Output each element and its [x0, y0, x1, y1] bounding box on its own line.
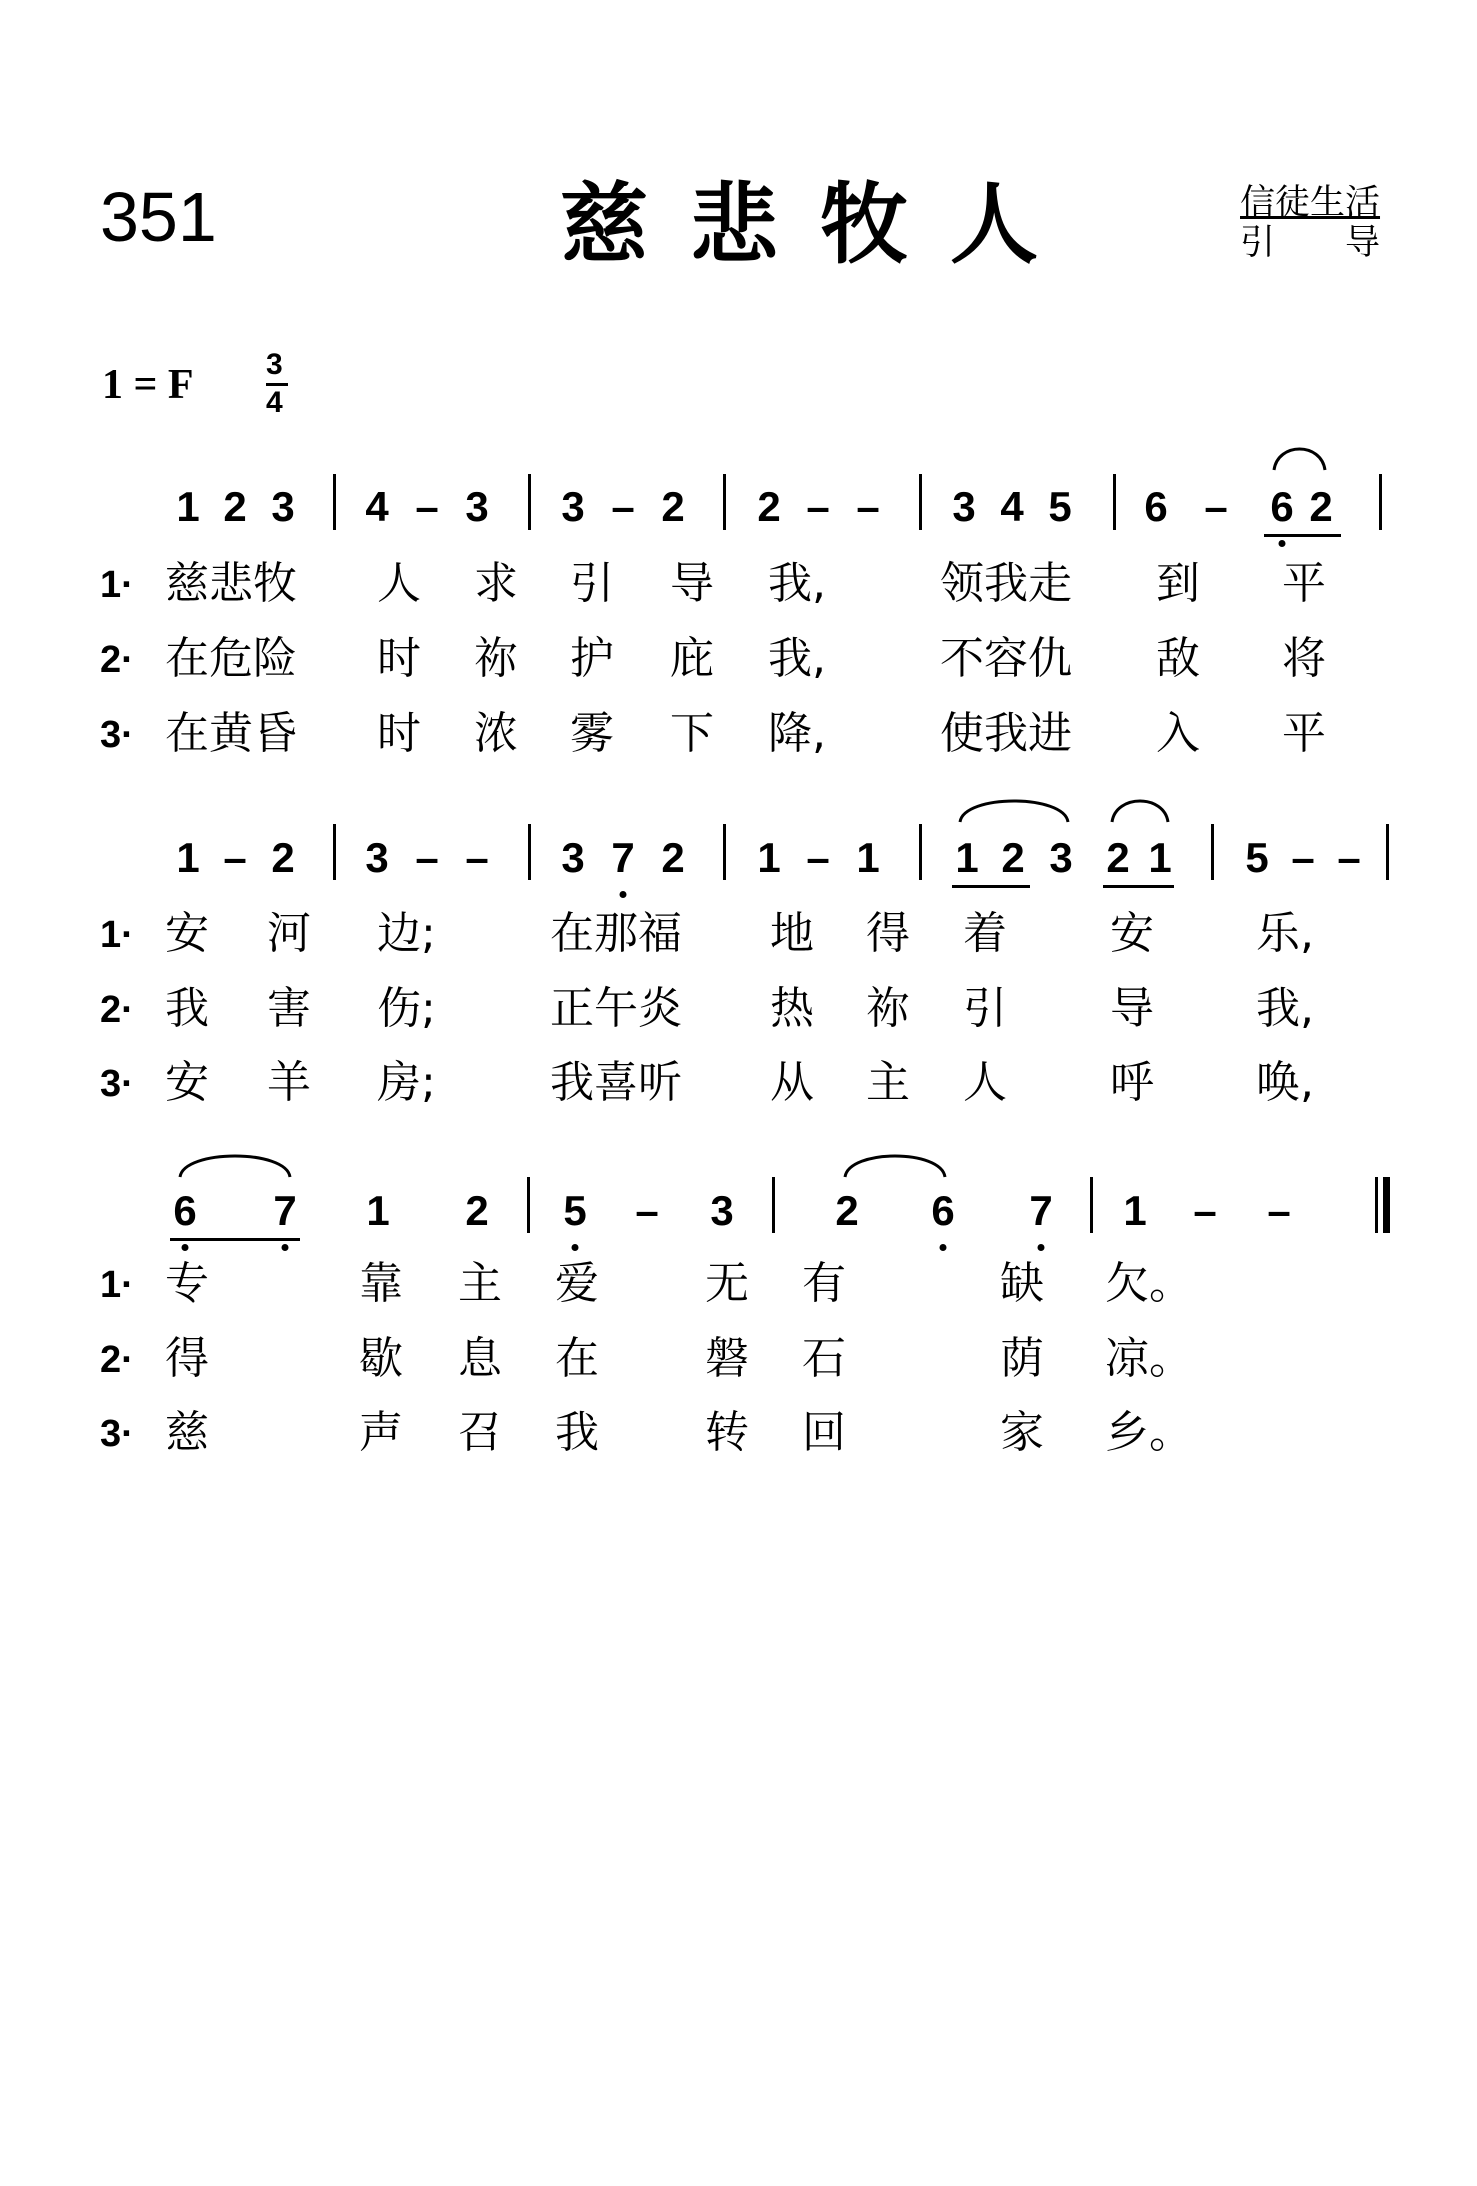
note-s2-17: 1 [1148, 834, 1172, 881]
lyric-s2-v2-2: 害 [267, 983, 311, 1034]
lyric-s2-v3-8: 呼 [1110, 1057, 1154, 1108]
lyric-s3-v1-8: 欠。 [1105, 1258, 1193, 1309]
dash-s2-6: – [465, 834, 489, 881]
lyric-s2-v2-7: 引 [963, 983, 1007, 1034]
lyric-s1-v1-6: 我, [768, 558, 826, 609]
lyric-s2-v1-9: 乐, [1256, 908, 1314, 959]
note-s3-7: 3 [710, 1187, 734, 1234]
note-s2-3: 2 [271, 834, 295, 881]
lyric-s1-v3-2: 时 [377, 708, 421, 759]
lyric-s2-v2-4: 正午炎 [550, 983, 682, 1034]
lyric-s1-v1-9: 平 [1282, 558, 1326, 609]
note-s3-4: 2 [465, 1187, 489, 1234]
lyric-s2-v2-6: 祢 [866, 983, 910, 1034]
lyric-s2-v3-4: 我喜听 [550, 1057, 682, 1108]
dash-s3-12: – [1193, 1187, 1217, 1234]
verse-number-s1-v2: 2· [100, 639, 134, 681]
lyric-s3-v3-4: 我 [555, 1407, 599, 1458]
note-s2-10: 1 [757, 834, 781, 881]
lyric-s2-v1-6: 得 [866, 908, 910, 959]
lyric-s2-v3-2: 羊 [267, 1057, 311, 1108]
lyric-s3-v2-3: 息 [458, 1333, 502, 1384]
note-s1-18: 6 [1270, 483, 1294, 530]
verse-number-s1-v3: 3· [100, 714, 134, 756]
lyric-s3-v3-5: 转 [705, 1407, 749, 1458]
note-s1-14: 4 [1000, 483, 1024, 530]
note-s2-1: 1 [176, 834, 200, 881]
note-s1-16: 6 [1144, 483, 1168, 530]
dash-s1-12: – [856, 483, 880, 530]
verse-number-s3-v1: 1· [100, 1264, 134, 1306]
lyric-s2-v1-2: 河 [267, 908, 311, 959]
lyric-s1-v3-9: 平 [1282, 708, 1326, 759]
note-s3-3: 1 [366, 1187, 390, 1234]
lyric-s2-v2-9: 我, [1256, 983, 1314, 1034]
note-s1-13: 3 [952, 483, 976, 530]
lyric-s3-v1-2: 靠 [359, 1258, 403, 1309]
lyric-s3-v1-5: 无 [705, 1258, 749, 1309]
dash-s1-11: – [806, 483, 830, 530]
lyric-s3-v1-1: 专 [165, 1258, 209, 1309]
note-s1-2: 2 [223, 483, 247, 530]
verse-number-s3-v2: 2· [100, 1339, 134, 1381]
lyric-s3-v1-4: 爱 [555, 1258, 599, 1309]
lyric-s2-v3-3: 房; [377, 1057, 436, 1108]
lyric-s3-v2-6: 石 [802, 1333, 846, 1384]
note-s1-10: 2 [757, 483, 781, 530]
note-s1-1: 1 [176, 483, 200, 530]
lyric-s1-v3-8: 入 [1156, 708, 1200, 759]
dash-s2-2: – [223, 834, 247, 881]
note-s3-11: 1 [1123, 1187, 1147, 1234]
note-s1-3: 3 [271, 483, 295, 530]
lyric-s1-v1-5: 导 [670, 558, 714, 609]
dash-s2-11: – [806, 834, 830, 881]
lyric-s3-v2-4: 在 [555, 1333, 599, 1384]
source-char-1: 引 [1240, 223, 1276, 263]
lyric-s3-v3-7: 家 [1000, 1407, 1044, 1458]
lyric-s1-v1-8: 到 [1156, 558, 1200, 609]
lyric-s3-v2-8: 凉。 [1105, 1333, 1193, 1384]
lyric-s1-v3-3: 浓 [474, 708, 518, 759]
verse-number-s3-v3: 3· [100, 1413, 134, 1455]
note-s2-18: 5 [1245, 834, 1269, 881]
time-signature-top: 3 [266, 348, 283, 381]
lyric-s2-v3-9: 唤, [1256, 1057, 1314, 1108]
lyric-s2-v2-5: 热 [770, 983, 814, 1034]
slur-s1-1 [1274, 449, 1325, 470]
note-s2-7: 3 [561, 834, 585, 881]
slur-s2-2 [1112, 801, 1168, 822]
lyric-s1-v3-1: 在黄昏 [165, 708, 297, 759]
note-s2-8: 7 [611, 834, 635, 881]
lyric-s1-v3-4: 雾 [570, 708, 614, 759]
note-s3-2: 7 [273, 1187, 297, 1234]
lyric-s2-v2-8: 导 [1110, 983, 1154, 1034]
dash-s1-5: – [415, 483, 439, 530]
dash-s3-13: – [1267, 1187, 1291, 1234]
lyric-s3-v1-6: 有 [802, 1258, 846, 1309]
lyric-s1-v2-5: 庇 [670, 633, 714, 684]
dash-s1-17: – [1204, 483, 1228, 530]
note-s3-8: 2 [835, 1187, 859, 1234]
lyric-s1-v3-6: 降, [768, 708, 826, 759]
note-s1-19: 2 [1309, 483, 1333, 530]
lyric-s3-v3-2: 声 [359, 1407, 403, 1458]
source-line-1: 信徒生活 [1240, 183, 1381, 223]
slur-s3-1 [180, 1156, 290, 1177]
note-s1-4: 4 [365, 483, 389, 530]
verse-number-s2-v3: 3· [100, 1063, 134, 1105]
dash-s1-8: – [611, 483, 635, 530]
lyric-s3-v3-1: 慈 [165, 1407, 209, 1458]
lyric-s1-v2-9: 将 [1282, 633, 1326, 684]
note-s3-10: 7 [1029, 1187, 1053, 1234]
source-char-2: 导 [1344, 223, 1380, 263]
lyric-s3-v1-3: 主 [458, 1258, 502, 1309]
lyric-s2-v1-3: 边; [377, 908, 436, 959]
note-s1-15: 5 [1048, 483, 1072, 530]
lyric-s3-v2-2: 歇 [359, 1333, 403, 1384]
lyric-s2-v2-1: 我 [165, 983, 209, 1034]
note-s1-7: 3 [561, 483, 585, 530]
note-s2-15: 3 [1049, 834, 1073, 881]
note-s2-4: 3 [365, 834, 389, 881]
verse-number-s1-v1: 1· [100, 564, 134, 606]
lyric-s2-v3-1: 安 [165, 1057, 209, 1108]
lyric-s1-v1-2: 人 [377, 558, 421, 609]
lyric-s2-v1-1: 安 [165, 908, 209, 959]
note-s1-6: 3 [465, 483, 489, 530]
lyric-s3-v3-8: 乡。 [1105, 1407, 1193, 1458]
note-s1-9: 2 [661, 483, 685, 530]
lyric-s1-v1-7: 领我走 [940, 558, 1072, 609]
key-signature: 1 = F [102, 362, 194, 408]
lyric-s3-v2-1: 得 [165, 1333, 209, 1384]
note-s2-12: 1 [856, 834, 880, 881]
lyric-s1-v1-4: 引 [570, 558, 614, 609]
verse-number-s2-v2: 2· [100, 989, 134, 1031]
lyric-s2-v3-6: 主 [866, 1057, 910, 1108]
dash-s2-5: – [415, 834, 439, 881]
lyric-s1-v2-4: 护 [570, 633, 614, 684]
note-s2-14: 2 [1001, 834, 1025, 881]
verse-number-s2-v1: 1· [100, 914, 134, 956]
lyric-s2-v1-7: 着 [963, 908, 1007, 959]
note-s3-1: 6 [173, 1187, 197, 1234]
slur-s2-1 [960, 801, 1068, 822]
lyric-s3-v3-6: 回 [802, 1407, 846, 1458]
lyric-s1-v1-3: 求 [474, 558, 518, 609]
lyric-s1-v3-7: 使我进 [940, 708, 1072, 759]
lyric-s1-v2-2: 时 [377, 633, 421, 684]
slur-s3-2 [845, 1156, 945, 1177]
lyric-s3-v3-3: 召 [458, 1407, 502, 1458]
lyric-s2-v3-7: 人 [963, 1057, 1007, 1108]
lyric-s2-v3-5: 从 [770, 1057, 814, 1108]
lyric-s2-v1-5: 地 [770, 908, 814, 959]
note-s3-5: 5 [563, 1187, 587, 1234]
dash-s3-6: – [635, 1187, 659, 1234]
lyric-s3-v2-7: 荫 [1000, 1333, 1044, 1384]
lyric-s1-v2-8: 敌 [1156, 633, 1200, 684]
note-s2-9: 2 [661, 834, 685, 881]
lyric-s3-v2-5: 磐 [705, 1333, 749, 1384]
note-s2-16: 2 [1106, 834, 1130, 881]
lyric-s1-v1-1: 慈悲牧 [165, 558, 297, 609]
lyric-s1-v2-6: 我, [768, 633, 826, 684]
note-s2-13: 1 [955, 834, 979, 881]
time-signature-bottom: 4 [266, 386, 283, 419]
lyric-s2-v1-8: 安 [1110, 908, 1154, 959]
dash-s2-20: – [1337, 834, 1361, 881]
note-s3-9: 6 [931, 1187, 955, 1234]
hymn-number: 351 [100, 178, 217, 256]
hymn-title: 慈悲牧人 [560, 172, 1081, 276]
lyric-s1-v2-3: 祢 [474, 633, 518, 684]
lyric-s2-v1-4: 在那福 [550, 908, 682, 959]
lyric-s2-v2-3: 伤; [377, 983, 436, 1034]
lyric-s1-v3-5: 下 [670, 708, 714, 759]
dash-s2-19: – [1291, 834, 1315, 881]
lyric-s1-v2-7: 不容仇 [940, 633, 1072, 684]
lyric-s1-v2-1: 在危险 [165, 633, 297, 684]
lyric-s3-v1-7: 缺 [1000, 1258, 1044, 1309]
